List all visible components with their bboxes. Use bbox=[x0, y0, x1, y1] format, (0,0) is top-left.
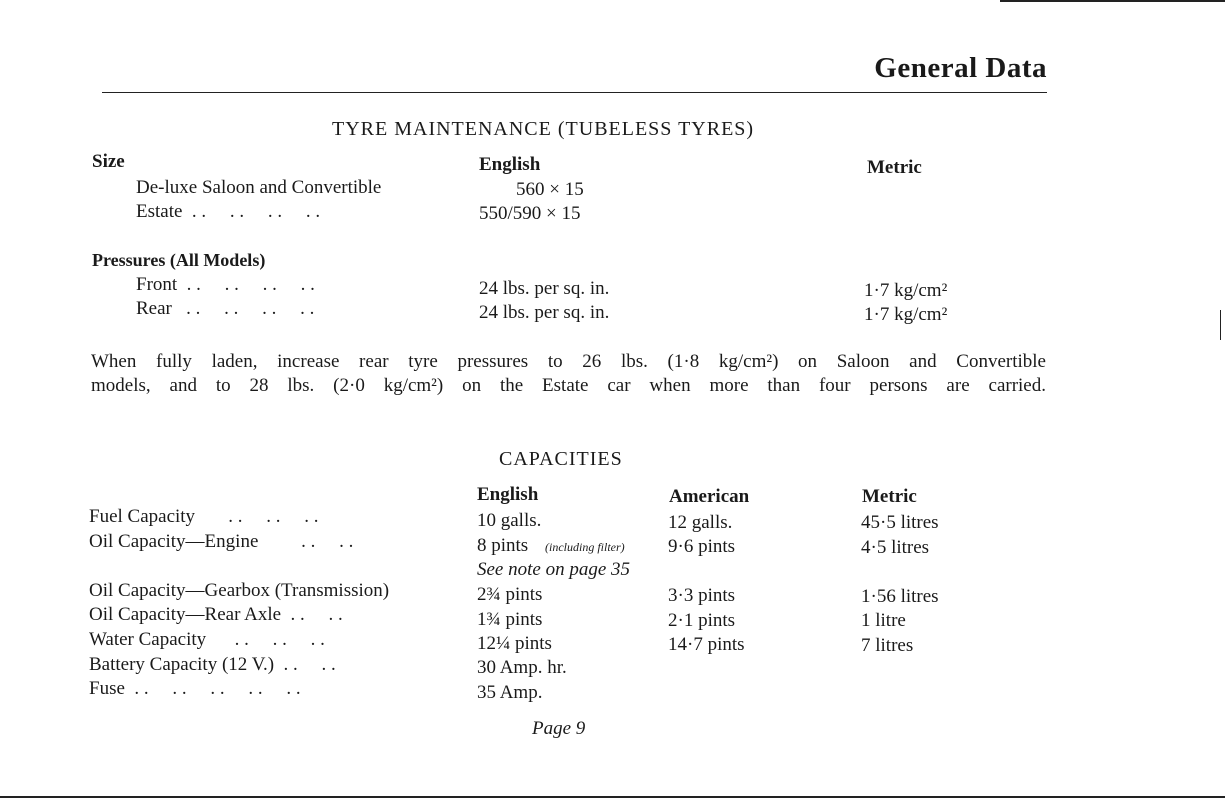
capacities-col-metric: Metric bbox=[862, 486, 917, 507]
tyres-col-english: English bbox=[479, 154, 541, 175]
capacity-row-american: 12 galls. bbox=[668, 512, 733, 533]
capacity-row-american: 14·7 pints bbox=[668, 634, 745, 655]
capacity-row-label: Battery Capacity (12 V.) . . . . bbox=[89, 654, 336, 675]
capacity-row-american: 9·6 pints bbox=[668, 536, 736, 557]
tyre-maintenance-heading: TYRE MAINTENANCE (TUBELESS TYRES) bbox=[332, 118, 755, 140]
see-note-reference: See note on page 35 bbox=[477, 559, 631, 580]
scan-edge-right bbox=[1220, 310, 1221, 340]
capacity-row-english-note: (including filter) bbox=[545, 540, 625, 554]
laden-note-line-1: When fully laden, increase rear tyre pressures to 26 lbs. (1·8 kg/cm²) on Saloon and Convertible bbox=[91, 351, 1046, 372]
capacity-row-label: Oil Capacity—Rear Axle . . . . bbox=[89, 604, 343, 625]
laden-note-line-2: models, and to 28 lbs. (2·0 kg/cm²) on the Estate car when more than four persons are carried. bbox=[91, 375, 1046, 396]
pressures-label: Pressures (All Models) bbox=[92, 250, 266, 270]
capacity-row-label: Oil Capacity—Gearbox (Transmission) bbox=[89, 580, 390, 601]
tyres-col-metric: Metric bbox=[867, 157, 922, 178]
capacity-row-english: 8 pints bbox=[477, 535, 529, 556]
pressure-row-label: Front . . . . . . . . bbox=[136, 274, 315, 295]
capacity-row-label: Fuse . . . . . . . . . . bbox=[89, 678, 301, 699]
capacity-row-metric: 1·56 litres bbox=[861, 586, 939, 607]
page-title: General Data bbox=[874, 52, 1047, 84]
pressure-row-label: Rear . . . . . . . . bbox=[136, 298, 315, 319]
capacity-row-metric: 7 litres bbox=[861, 635, 914, 656]
pressure-row-english: 24 lbs. per sq. in. bbox=[479, 278, 610, 299]
capacity-row-label: Oil Capacity—Engine . . . . bbox=[89, 531, 354, 552]
capacity-row-english: 1¾ pints bbox=[477, 609, 543, 630]
capacity-row-english: 10 galls. bbox=[477, 510, 542, 531]
capacity-row-english: 12¼ pints bbox=[477, 633, 552, 654]
capacity-row-metric: 1 litre bbox=[861, 610, 906, 631]
capacities-col-american: American bbox=[669, 486, 750, 507]
capacity-row-label: Fuel Capacity . . . . . . bbox=[89, 506, 319, 527]
capacity-row-metric: 4·5 litres bbox=[861, 537, 930, 558]
capacity-row-english: 30 Amp. hr. bbox=[477, 657, 567, 678]
capacity-row-american: 3·3 pints bbox=[668, 585, 736, 606]
capacities-heading: CAPACITIES bbox=[499, 448, 623, 470]
pressure-row-english: 24 lbs. per sq. in. bbox=[479, 302, 610, 323]
scan-edge-bottom bbox=[0, 796, 1225, 798]
page-number: Page 9 bbox=[532, 718, 586, 739]
size-row-label: Estate . . . . . . . . bbox=[136, 201, 321, 222]
capacity-row-metric: 45·5 litres bbox=[861, 512, 939, 533]
capacity-row-english: 2¾ pints bbox=[477, 584, 543, 605]
scan-edge-top bbox=[1000, 0, 1225, 2]
capacities-col-english: English bbox=[477, 484, 539, 505]
capacity-row-label: Water Capacity . . . . . . bbox=[89, 629, 325, 650]
title-rule bbox=[102, 92, 1047, 93]
size-row-english: 560 × 15 bbox=[516, 179, 584, 200]
size-label: Size bbox=[92, 151, 125, 172]
pressure-row-metric: 1·7 kg/cm² bbox=[864, 304, 948, 325]
size-row-english: 550/590 × 15 bbox=[479, 203, 581, 224]
pressure-row-metric: 1·7 kg/cm² bbox=[864, 280, 948, 301]
size-row-label: De-luxe Saloon and Convertible bbox=[136, 177, 382, 198]
capacity-row-english: 35 Amp. bbox=[477, 682, 543, 703]
capacity-row-american: 2·1 pints bbox=[668, 610, 736, 631]
